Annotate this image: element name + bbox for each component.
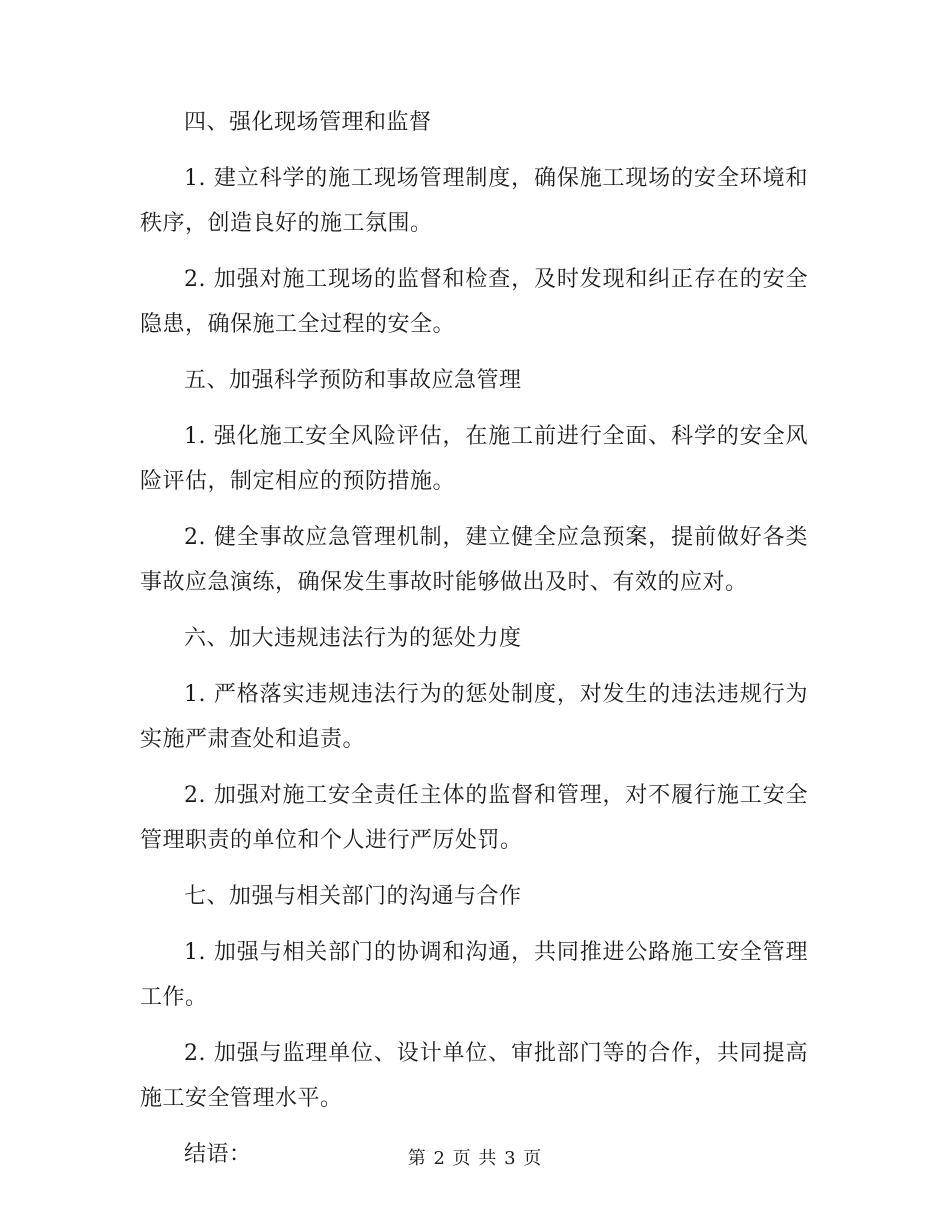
paragraph-6-2: 2. 加强对施工安全责任主体的监督和管理，对不履行施工安全管理职责的单位和个人进行严厉处罚。: [140, 783, 808, 853]
section-heading-5: 五、加强科学预防和事故应急管理: [184, 368, 522, 393]
section-heading-7: 七、加强与相关部门的沟通与合作: [184, 884, 522, 909]
paragraph-5-1: 1. 强化施工安全风险评估，在施工前进行全面、科学的安全风险评估，制定相应的预防措施。: [140, 424, 808, 494]
conclusion-heading: 结语：: [184, 1142, 252, 1167]
document-body: [140, 100, 808, 1188]
paragraph-5-2: 2. 健全事故应急管理机制，建立健全应急预案，提前做好各类事故应急演练，确保发生事故时能够做出及时、有效的应对。: [140, 525, 808, 595]
page-number-footer: 第 2 页 共 3 页: [407, 1148, 543, 1169]
paragraph-7-1: 1. 加强与相关部门的协调和沟通，共同推进公路施工安全管理工作。: [140, 940, 808, 1010]
section-heading-4: 四、强化现场管理和监督: [184, 110, 432, 135]
paragraph-4-1: 1. 建立科学的施工现场管理制度，确保施工现场的安全环境和秩序，创造良好的施工氛围。: [140, 166, 808, 236]
paragraph-6-1: 1. 严格落实违规违法行为的惩处制度，对发生的违法违规行为实施严肃查处和追责。: [140, 682, 808, 752]
paragraph-7-2: 2. 加强与监理单位、设计单位、审批部门等的合作，共同提高施工安全管理水平。: [140, 1041, 808, 1111]
paragraph-4-2: 2. 加强对施工现场的监督和检查，及时发现和纠正存在的安全隐患，确保施工全过程的安全。: [140, 267, 808, 337]
section-heading-6: 六、加大违规违法行为的惩处力度: [184, 626, 522, 651]
